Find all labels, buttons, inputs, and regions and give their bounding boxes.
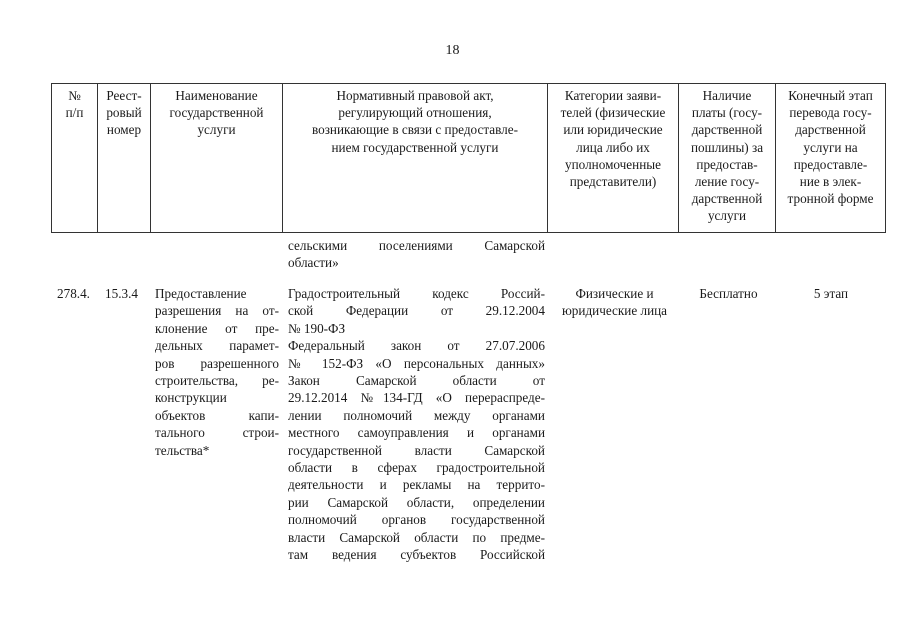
service-line: конструкции: [155, 390, 227, 406]
service-line: Предоставление: [155, 286, 247, 301]
continuation-line: области»: [288, 255, 339, 271]
act-line: Федеральный закон от 27.07.2006: [288, 338, 545, 354]
act-line: № 190-ФЗ: [288, 320, 346, 336]
header-legal-act: Нормативный правовой акт, регулирующий отношения, возникающие в связи с предоставле- нием государственной услуги: [283, 84, 548, 233]
act-line: лении полномочий между органами: [288, 407, 545, 423]
act-line: 29.12.2014 №134-ГД «О перераспреде-: [288, 390, 545, 406]
service-line: объектов капи-: [155, 407, 279, 423]
page-number: 18: [445, 43, 460, 58]
continuation-line: сельскими поселениями Самарской: [288, 238, 545, 253]
act-line: местного самоуправления и органами: [288, 425, 545, 441]
row-applicants: [548, 285, 681, 320]
table-header: [51, 83, 886, 233]
row-final-stage: 5 этап: [813, 286, 849, 301]
service-line: клонение от пре-: [155, 320, 279, 336]
row-registry: 15.3.4: [105, 286, 138, 301]
act-line: государственной власти Самарской: [288, 442, 545, 458]
row-legal-act: [288, 285, 545, 564]
row-service-name: [155, 285, 279, 459]
act-line: области в сферах градостроительной: [288, 460, 545, 476]
header-applicants: Категории заяви- телей (физические или юридические лица либо их уполномоченные представители): [548, 84, 679, 233]
service-line: тельства*: [155, 442, 210, 458]
act-line: рии Самарской области, определении: [288, 494, 545, 510]
applicants-line: юридические лица: [561, 303, 668, 319]
act-line: полномочий органов государственной: [288, 512, 545, 528]
act-line: Градостроительный кодекс Россий-: [288, 286, 545, 301]
service-line: ров разрешенного: [155, 355, 279, 371]
service-line: строительства, ре-: [155, 373, 279, 389]
header-final-stage: Конечный этап перевода госу- дарственной услуги на предоставле- ние в элек- тронной форме: [776, 84, 886, 233]
header-registry: Реест- ровый номер: [98, 84, 151, 233]
service-line: тального строи-: [155, 425, 279, 441]
applicants-line: Физические и: [575, 286, 654, 301]
act-line: № 152-ФЗ «О персональных данных»: [288, 355, 545, 371]
service-line: дельных парамет-: [155, 338, 279, 354]
header-number: № п/п: [52, 84, 98, 233]
act-line: Закон Самарской области от: [288, 373, 545, 389]
act-line: деятельности и рекламы на террито-: [288, 477, 545, 493]
service-line: разрешения на от-: [155, 303, 279, 319]
row-fee: Бесплатно: [699, 286, 758, 301]
header-service-name: Наименование государственной услуги: [151, 84, 283, 233]
act-line: там ведения субъектов Российской: [288, 547, 545, 563]
act-line: власти Самарской области по предме-: [288, 529, 545, 545]
act-line: ской Федерации от 29.12.2004: [288, 303, 545, 319]
header-fee: Наличие платы (госу- дарственной пошлины) за предостав- ление госу- дарственной услуги: [679, 84, 776, 233]
row-number: 278.4.: [57, 286, 90, 301]
continuation-text: [288, 237, 545, 272]
